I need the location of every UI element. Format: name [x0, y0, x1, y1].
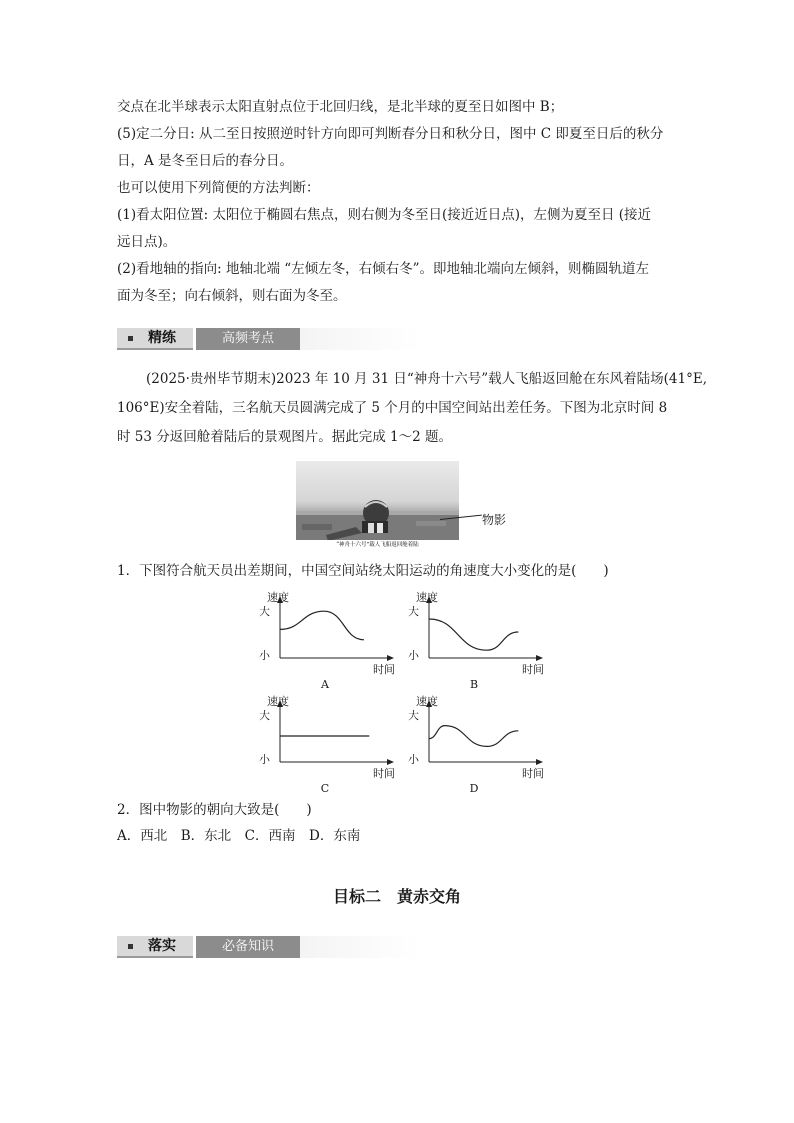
- para-line-2: (5)定二分日: 从二至日按照逆时针方向即可判断春分日和秋分日，图中 C 即夏至日后的秋分: [117, 126, 664, 142]
- y-axis-small-label: 小: [408, 753, 419, 766]
- graph-option-label: B: [469, 678, 479, 690]
- speed-curve: [280, 611, 364, 640]
- banner-label-box: [117, 328, 193, 350]
- graph-D: [406, 694, 546, 794]
- y-axis-label: 速度: [416, 591, 438, 604]
- graph-option-label: C: [320, 782, 330, 794]
- x-axis-arrow-icon: [536, 655, 543, 661]
- square-bullet-icon: [128, 944, 133, 949]
- graph-B: [406, 590, 546, 690]
- banner-fade: [300, 328, 420, 350]
- landing-photo: [296, 461, 459, 551]
- intro-line-1: (2025·贵州毕节期末)2023 年 10 月 31 日“神舟十六号”载人飞船返回舱在东风着陆场(41°E,: [146, 371, 707, 387]
- x-axis-label: 时间: [373, 663, 395, 676]
- banner-tag: 高频考点: [196, 328, 300, 350]
- y-axis-label: 速度: [267, 591, 289, 604]
- x-axis-label: 时间: [522, 767, 544, 780]
- speed-curve: [429, 619, 518, 650]
- graph-A: [257, 590, 397, 690]
- section-banner-practice: [117, 328, 300, 350]
- y-axis-big-label: 大: [408, 709, 419, 722]
- para-line-4: 也可以使用下列简便的方法判断：: [117, 180, 320, 196]
- para-line-7: (2)看地轴的指向: 地轴北端 “左倾左冬，右倾右冬”。即地轴北端向左倾斜，则椭圆轨道左: [117, 261, 650, 277]
- section-banner-knowledge: [117, 936, 300, 958]
- y-axis-label: 速度: [416, 695, 438, 708]
- para-line-6: 远日点)。: [117, 234, 177, 250]
- banner-label-box: [117, 936, 193, 958]
- y-axis-big-label: 大: [259, 709, 270, 722]
- speed-curve: [429, 726, 518, 747]
- banner-label: 落实: [148, 938, 176, 954]
- question-1: 1．下图符合航天员出差期间，中国空间站绕太阳运动的角速度大小变化的是( ): [117, 563, 609, 579]
- graph-option-label: D: [469, 782, 479, 794]
- para-line-3: 日，A 是冬至日后的春分日。: [117, 153, 294, 169]
- graph-C: [257, 694, 397, 794]
- y-axis-small-label: 小: [408, 649, 419, 662]
- para-line-1: 交点在北半球表示太阳直射点位于北回归线，是北半球的夏至日如图中 B；: [117, 99, 564, 115]
- intro-line-2: 106°E)安全着陆，三名航天员圆满完成了 5 个月的中国空间站出差任务。下图为北京时间 8: [117, 400, 668, 416]
- banner-fade: [300, 936, 420, 958]
- x-axis-arrow-icon: [387, 759, 394, 765]
- banner-label: 精练: [148, 330, 176, 346]
- y-axis-label: 速度: [267, 695, 289, 708]
- x-axis-label: 时间: [522, 663, 544, 676]
- para-line-5: (1)看太阳位置: 太阳位于椭圆右焦点，则右侧为冬至日(接近近日点)，左侧为夏至日 (接近: [117, 207, 652, 223]
- y-axis-big-label: 大: [259, 605, 270, 618]
- section-title: 目标二 黄赤交角: [332, 887, 461, 906]
- banner-tag: 必备知识: [196, 936, 300, 958]
- x-axis-arrow-icon: [387, 655, 394, 661]
- y-axis-small-label: 小: [259, 649, 270, 662]
- landing-scene: [296, 461, 459, 551]
- question-2-options: A．西北 B．东北 C．西南 D．东南: [117, 828, 361, 844]
- y-axis-small-label: 小: [259, 753, 270, 766]
- photo-caption: “神舟十六号”载人飞船返回舱着陆: [296, 540, 459, 551]
- square-bullet-icon: [128, 336, 133, 341]
- y-axis-big-label: 大: [408, 605, 419, 618]
- graph-option-label: A: [321, 678, 329, 690]
- photo-callout: 物影: [482, 513, 507, 527]
- para-line-8: 面为冬至；向右倾斜，则右面为冬至。: [117, 288, 347, 304]
- intro-line-3: 时 53 分返回舱着陆后的景观图片。据此完成 1～2 题。: [117, 429, 453, 445]
- x-axis-label: 时间: [373, 767, 395, 780]
- x-axis-arrow-icon: [536, 759, 543, 765]
- question-2: 2．图中物影的朝向大致是( ): [117, 802, 312, 818]
